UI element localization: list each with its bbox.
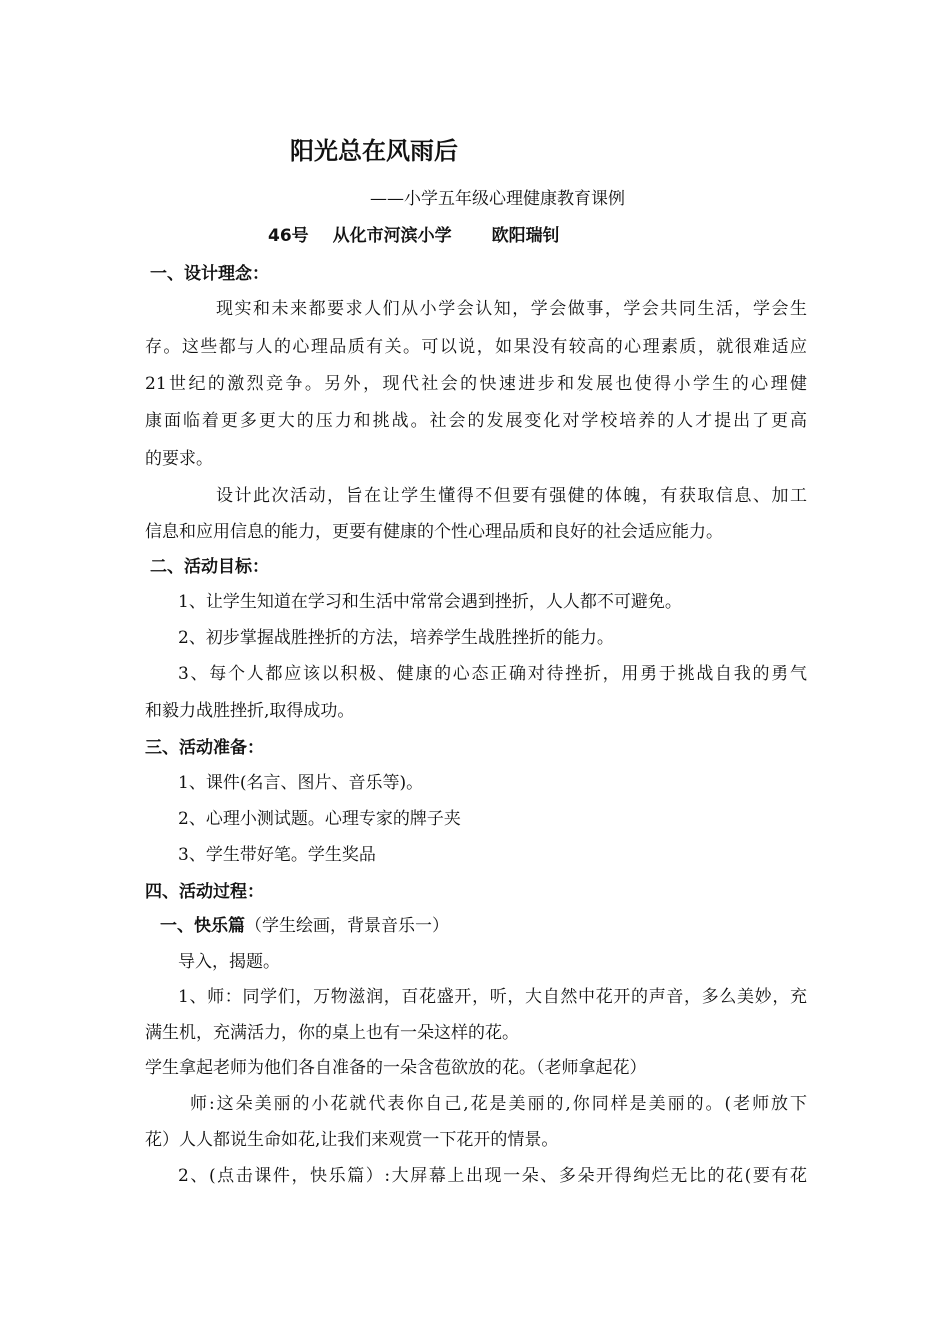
part-note: （学生绘画，背景音乐一） [245, 916, 449, 936]
paragraph-line: 设计此次活动，旨在让学生懂得不但要有强健的体魄，有获取信息、加工 [216, 486, 807, 506]
list-item: 3、每个人都应该以积极、健康的心态正确对待挫折，用勇于挑战自我的勇气 [178, 664, 807, 684]
author-name: 欧阳瑞钊 [491, 226, 560, 246]
list-item: 3、学生带好笔。学生奖品 [178, 845, 376, 865]
paragraph-line: 导入，揭题。 [178, 952, 280, 972]
paragraph-line: 现实和未来都要求人们从小学会认知，学会做事，学会共同生活，学会生 [216, 299, 807, 319]
author-school: 从化市河滨小学 [332, 226, 452, 246]
list-item: 2、初步掌握战胜挫折的方法，培养学生战胜挫折的能力。 [178, 628, 614, 648]
list-item-continuation: 和毅力战胜挫折,取得成功。 [145, 701, 355, 721]
paragraph-line: 师:这朵美丽的小花就代表你自己,花是美丽的,你同样是美丽的。(老师放下 [190, 1094, 807, 1114]
list-item: 1、让学生知道在学习和生活中常常会遇到挫折，人人都不可避免。 [178, 592, 682, 612]
paragraph-line: 信息和应用信息的能力，更要有健康的个性心理品质和良好的社会适应能力。 [145, 522, 723, 542]
author-line [268, 225, 560, 247]
paragraph-line: 康面临着更多更大的压力和挑战。社会的发展变化对学校培养的人才提出了更高 [145, 411, 807, 431]
part-heading: 一、快乐篇 [160, 916, 245, 936]
section-heading: 四、活动过程： [145, 882, 264, 902]
paragraph-line: 满生机，充满活力，你的桌上也有一朵这样的花。 [145, 1023, 519, 1043]
list-item: 1、课件(名言、图片、音乐等)。 [178, 773, 424, 793]
paragraph-line: 学生拿起老师为他们各自准备的一朵含苞欲放的花。（老师拿起花） [145, 1058, 647, 1078]
author-number: 46号 [268, 226, 309, 246]
paragraph-line: 1、师：同学们，万物滋润，百花盛开，听，大自然中花开的声音，多么美妙，充 [178, 987, 807, 1007]
paragraph-line: 21世纪的激烈竞争。另外，现代社会的快速进步和发展也使得小学生的心理健 [145, 374, 807, 394]
section-heading: 一、设计理念： [150, 264, 269, 284]
section-heading: 二、活动目标： [150, 557, 269, 577]
paragraph-line: 的要求。 [145, 449, 213, 469]
list-item: 2、心理小测试题。心理专家的牌子夹 [178, 809, 461, 829]
part-heading-line [160, 915, 449, 937]
document-subtitle: ——小学五年级心理健康教育课例 [370, 189, 625, 209]
paragraph-line: 2、(点击课件，快乐篇）:大屏幕上出现一朵、多朵开得绚烂无比的花(要有花 [178, 1166, 807, 1186]
section-heading: 三、活动准备： [145, 738, 264, 758]
paragraph-line: 存。这些都与人的心理品质有关。可以说，如果没有较高的心理素质，就很难适应 [145, 337, 807, 357]
document-title: 阳光总在风雨后 [290, 137, 458, 165]
paragraph-line: 花）人人都说生命如花,让我们来观赏一下花开的情景。 [145, 1130, 559, 1150]
